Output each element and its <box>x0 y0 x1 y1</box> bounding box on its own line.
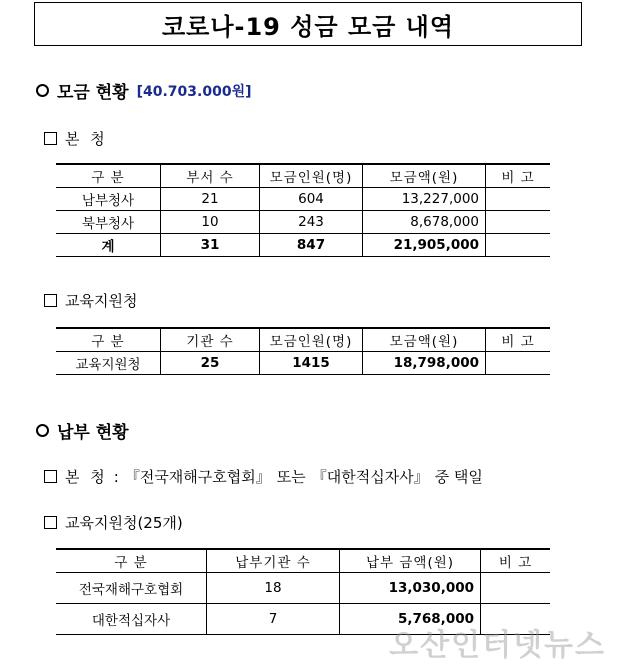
subsection-label: 교육지원청(25개) <box>65 514 183 532</box>
cell <box>481 573 551 604</box>
cell: 31 <box>161 234 260 257</box>
cell: 18,798,000 <box>363 352 486 375</box>
cell: 남부청사 <box>56 188 161 211</box>
colon-text: : <box>113 467 119 486</box>
cell: 1415 <box>260 352 363 375</box>
cell <box>486 211 551 234</box>
cell: 계 <box>56 234 161 257</box>
cell: 21 <box>161 188 260 211</box>
cell: 13,030,000 <box>340 573 481 604</box>
header-cell: 모금액(원) <box>363 164 486 188</box>
section-payment-status <box>36 418 129 443</box>
headquarters-table <box>56 163 550 257</box>
cell: 5,768,000 <box>340 604 481 635</box>
header-cell: 부서 수 <box>161 164 260 188</box>
cell: 교육지원청 <box>56 352 161 375</box>
header-cell: 모금액(원) <box>363 328 486 352</box>
header-cell: 구 분 <box>56 549 207 573</box>
cell: 10 <box>161 211 260 234</box>
header-cell: 모금인원(명) <box>260 328 363 352</box>
header-cell: 구 분 <box>56 164 161 188</box>
table-row <box>56 573 550 604</box>
table-row <box>56 188 550 211</box>
subsection-label: 본 청 <box>65 468 108 486</box>
cell: 북부청사 <box>56 211 161 234</box>
circle-bullet-icon <box>36 84 49 97</box>
section-fundraising-status <box>36 78 252 103</box>
section-heading: 납부 현황 <box>57 423 129 443</box>
table-header-row <box>56 164 550 188</box>
header-cell: 납부기관 수 <box>207 549 340 573</box>
header-cell: 비 고 <box>486 328 551 352</box>
cell: 25 <box>161 352 260 375</box>
cell: 8,678,000 <box>363 211 486 234</box>
header-cell: 납부 금액(원) <box>340 549 481 573</box>
cell <box>486 188 551 211</box>
table-total-row <box>56 234 550 257</box>
cell: 18 <box>207 573 340 604</box>
education-office-table <box>56 327 550 375</box>
subsection-education-office-payment <box>44 512 183 533</box>
subsection-label: 교육지원청 <box>65 292 138 310</box>
cell: 21,905,000 <box>363 234 486 257</box>
watermark: 오산인터넷뉴스 <box>389 628 606 663</box>
org2-text: 『대한적십자사』 <box>311 468 429 486</box>
header-cell: 구 분 <box>56 328 161 352</box>
checkbox-bullet-icon <box>44 470 57 483</box>
cell: 7 <box>207 604 340 635</box>
table-header-row <box>56 328 550 352</box>
choice-text: 중 택일 <box>434 468 483 486</box>
total-amount: [40.703.000원] <box>136 83 252 100</box>
document-title: 코로나-19 성금 모금 내역 <box>34 2 582 46</box>
subsection-education-office <box>44 290 137 311</box>
checkbox-bullet-icon <box>44 132 57 145</box>
header-cell: 비 고 <box>481 549 551 573</box>
cell: 243 <box>260 211 363 234</box>
cell: 대한적십자사 <box>56 604 207 635</box>
cell <box>486 352 551 375</box>
cell: 847 <box>260 234 363 257</box>
cell: 604 <box>260 188 363 211</box>
header-cell: 모금인원(명) <box>260 164 363 188</box>
table-row <box>56 352 550 375</box>
circle-bullet-icon <box>36 424 49 437</box>
or-text: 또는 <box>276 468 306 486</box>
subsection-label: 본 청 <box>65 130 108 148</box>
section-heading: 모금 현황 <box>57 83 129 103</box>
org1-text: 『전국재해구호협회』 <box>124 468 271 486</box>
header-cell: 기관 수 <box>161 328 260 352</box>
table-header-row <box>56 549 550 573</box>
header-cell: 비 고 <box>486 164 551 188</box>
cell <box>486 234 551 257</box>
cell: 13,227,000 <box>363 188 486 211</box>
cell: 전국재해구호협회 <box>56 573 207 604</box>
checkbox-bullet-icon <box>44 516 57 529</box>
checkbox-bullet-icon <box>44 294 57 307</box>
subsection-headquarters-payment <box>44 466 489 487</box>
table-row <box>56 211 550 234</box>
subsection-headquarters <box>44 128 108 149</box>
